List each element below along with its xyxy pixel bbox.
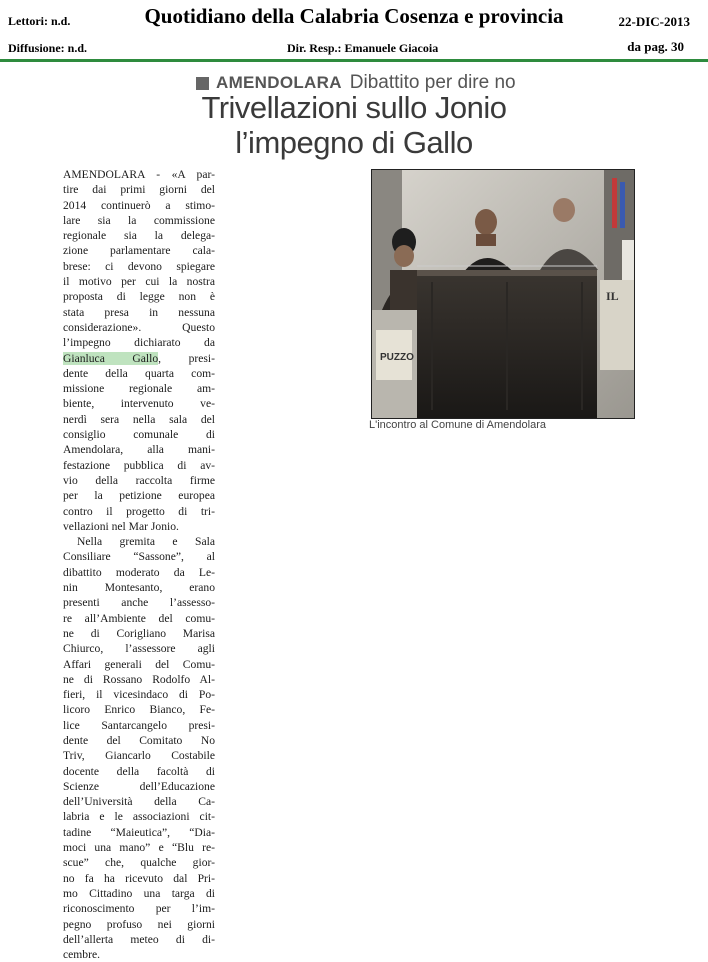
text-line: pegno profuso nei giorni xyxy=(63,917,215,931)
text-line: l’impegno dichiarato da xyxy=(63,336,215,350)
headline xyxy=(170,90,538,160)
text-line: brese: ci devono spiegare xyxy=(63,259,215,273)
text-line: contro il progetto di tri- xyxy=(63,504,215,518)
text-line: Triv, Giancarlo Costabile xyxy=(63,749,215,763)
text-line: Consiliare “Sassone”, al xyxy=(63,550,215,564)
newspaper-title: Quotidiano della Calabria Cosenza e provincia xyxy=(144,4,564,28)
kicker-text: Dibattito per dire no xyxy=(349,72,516,93)
header-lettori: Lettori: n.d. xyxy=(8,14,71,28)
article-photo xyxy=(371,169,635,419)
text-line: lice Santarcangelo presi- xyxy=(63,718,215,732)
text-line: licoro Enrico Bianco, Fe- xyxy=(63,703,215,717)
text-line: scue” che, qualche gior- xyxy=(63,856,215,870)
text-line: Affari generali del Comu- xyxy=(63,657,215,671)
text-line: dell’allerta meteo di di- xyxy=(63,932,215,946)
text-line: per la petizione europea xyxy=(63,489,215,503)
photo-caption: L'incontro al Comune di Amendolara xyxy=(369,419,546,431)
photo-illustration xyxy=(372,170,634,418)
text-line: labria e le associazioni cit- xyxy=(63,810,215,824)
article-body xyxy=(63,167,215,962)
text-line: biente, intervenuto ve- xyxy=(63,397,215,411)
text-line: Scienze dell’Educazione xyxy=(63,779,215,793)
text-line: AMENDOLARA - «A par- xyxy=(63,168,215,181)
headline-line-1: Trivellazioni sullo Jonio xyxy=(201,90,507,125)
header-date: 22-DIC-2013 xyxy=(618,14,690,29)
text-line: re all’Ambiente del comu- xyxy=(63,611,215,625)
headline-line-2: l’impegno di Gallo xyxy=(235,125,473,160)
highlight-suffix: , presi- xyxy=(158,351,215,365)
text-line: Nella gremita e Sala xyxy=(77,535,215,549)
text-line: regionale sia la delega- xyxy=(63,229,215,243)
text-line: dell’Università della Ca- xyxy=(63,795,215,809)
text-line: festazione pubblica di av- xyxy=(63,458,215,472)
text-line: ne di Rossano Rodolfo Al- xyxy=(63,672,215,686)
svg-text:PUZZO: PUZZO xyxy=(380,352,414,363)
text-line: il motivo per cui la nostra xyxy=(63,275,215,289)
text-line: dente del Comitato No xyxy=(63,733,215,747)
text-line: dibattito moderato da Le- xyxy=(63,565,215,579)
svg-text:IL: IL xyxy=(606,289,619,303)
text-line: 2014 continuerò a stimo- xyxy=(63,198,215,212)
text-line: moci una mano” e “Blu re- xyxy=(63,841,215,855)
header-page: da pag. 30 xyxy=(627,39,684,54)
text-line: Amendolara, alla mani- xyxy=(63,443,215,457)
text-line: fieri, il vicesindaco di Po- xyxy=(63,688,215,702)
text-line: ne di Corigliano Marisa xyxy=(63,626,215,640)
kicker-square-icon xyxy=(196,77,209,90)
paragraph-2 xyxy=(63,534,215,962)
text-line: tadine “Maieutica”, “Dia- xyxy=(63,825,215,839)
header-rule xyxy=(0,59,708,62)
text-line: cembre. xyxy=(63,948,101,962)
text-line: nin Montesanto, erano xyxy=(63,581,215,595)
text-line: stata presa in nessuna xyxy=(63,305,215,319)
text-line: missione regionale am- xyxy=(63,382,215,396)
paragraph-1 xyxy=(63,167,215,534)
text-line: docente della facoltà di xyxy=(63,764,215,778)
text-line: consiglio comunale di xyxy=(63,428,215,442)
text-line: nerdì sera nella sala del xyxy=(63,412,215,426)
header-diffusione: Diffusione: n.d. xyxy=(8,41,88,55)
text-line xyxy=(63,351,215,366)
text-line: vellazioni nel Mar Jonio. xyxy=(63,519,179,533)
header-director: Dir. Resp.: Emanuele Giacoia xyxy=(287,41,439,55)
text-line: proposta di legge non è xyxy=(63,290,215,304)
text-line: zione parlamentare cala- xyxy=(63,244,215,258)
text-line: riconoscimento per l’im- xyxy=(63,902,215,916)
text-line: tire dai primi giorni del xyxy=(63,183,215,197)
kicker-place: AMENDOLARA xyxy=(216,73,342,92)
text-line: lare sia la commissione xyxy=(63,213,215,227)
text-line: vio della raccolta firme xyxy=(63,473,215,487)
text-line: Chiurco, l’assessore agli xyxy=(63,642,215,656)
text-line: no fa ha ricevuto dal Pri- xyxy=(63,871,215,885)
text-line: dente della quarta com- xyxy=(63,366,215,380)
text-line: mo Cittadino una targa di xyxy=(63,886,215,900)
text-line: presenti anche l’assesso- xyxy=(63,596,215,610)
highlighted-name: Gianluca Gallo xyxy=(63,351,159,365)
text-line: considerazione». Questo xyxy=(63,320,215,334)
